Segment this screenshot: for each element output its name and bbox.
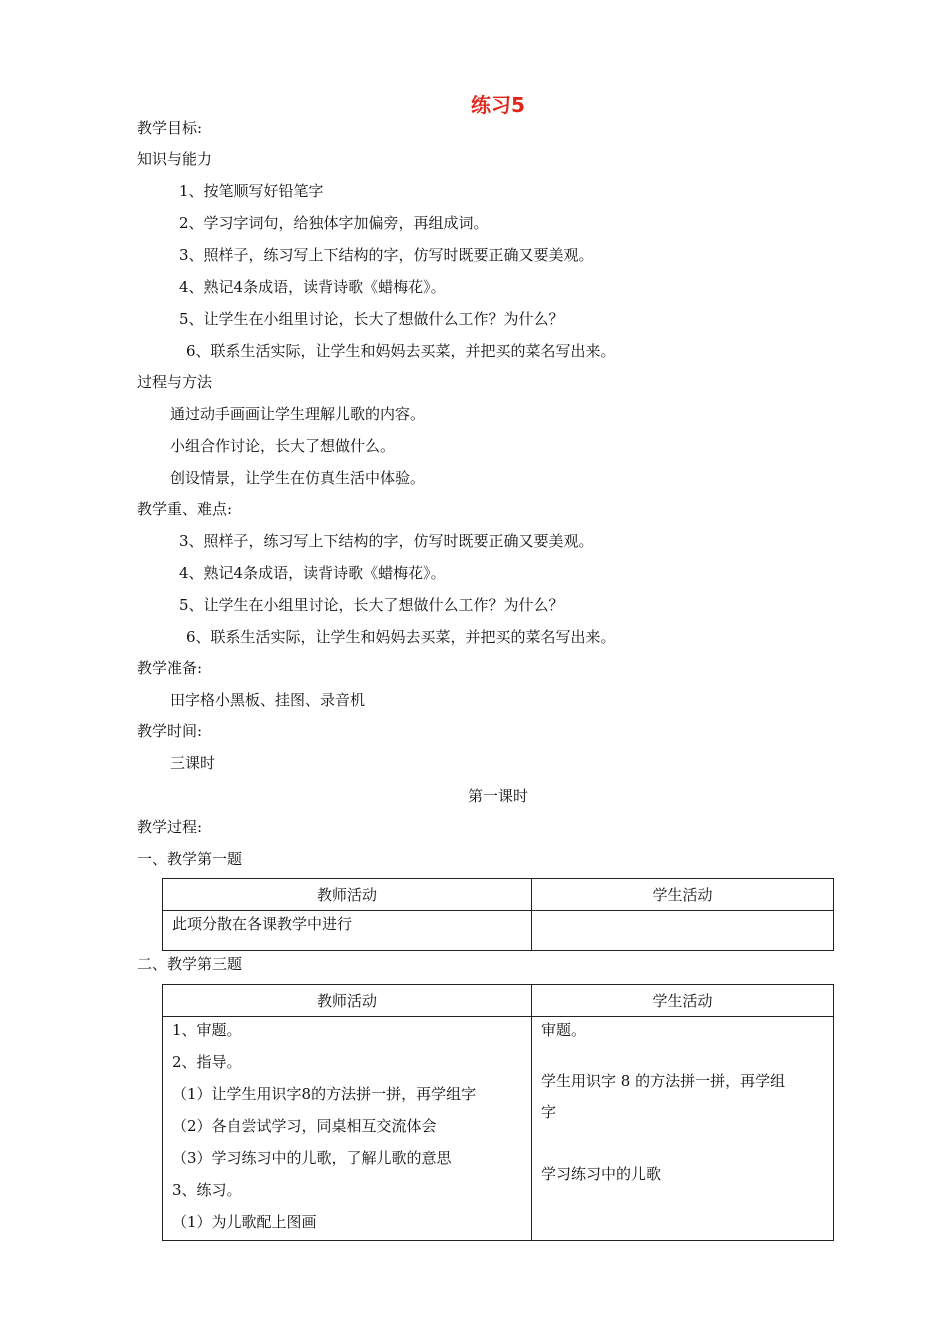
teacher-step: 3、练习。 bbox=[172, 1181, 242, 1199]
teacher-step: （2）各自尝试学习，同桌相互交流体会 bbox=[172, 1117, 437, 1135]
student-step: 字 bbox=[541, 1103, 557, 1121]
section2-heading: 二、教学第三题 bbox=[137, 955, 243, 973]
knowledge-item: 3、照样子，练习写上下结构的字，仿写时既要正确又要美观。 bbox=[179, 246, 594, 264]
teacher-step: （1）让学生用识字8的方法拼一拼，再学组字 bbox=[172, 1085, 477, 1103]
section2-table bbox=[162, 984, 834, 1241]
student-step: 审题。 bbox=[541, 1021, 587, 1039]
student-activity-header: 学生活动 bbox=[532, 879, 834, 911]
process-heading: 过程与方法 bbox=[137, 373, 213, 391]
knowledge-heading: 知识与能力 bbox=[137, 150, 213, 168]
key-point-item: 3、照样子，练习写上下结构的字，仿写时既要正确又要美观。 bbox=[179, 532, 594, 550]
teacher-step: （1）为儿歌配上图画 bbox=[172, 1213, 317, 1231]
teacher-step: 1、审题。 bbox=[172, 1021, 242, 1039]
teacher-activity-cell: 此项分散在各课教学中进行 bbox=[163, 911, 532, 951]
section1-table bbox=[162, 878, 834, 951]
student-activity-header: 学生活动 bbox=[532, 985, 834, 1017]
time-heading: 教学时间: bbox=[137, 722, 203, 740]
teacher-step: 2、指导。 bbox=[172, 1053, 242, 1071]
preparation-text: 田字格小黑板、挂图、录音机 bbox=[170, 691, 366, 709]
key-points-heading: 教学重、难点: bbox=[137, 500, 233, 518]
knowledge-item: 6、联系生活实际，让学生和妈妈去买菜，并把买的菜名写出来。 bbox=[186, 342, 616, 360]
teacher-activity-header: 教师活动 bbox=[163, 985, 532, 1017]
key-point-item: 4、熟记4条成语，读背诗歌《蜡梅花》。 bbox=[179, 564, 446, 582]
process-item: 创设情景，让学生在仿真生活中体验。 bbox=[170, 469, 426, 487]
document-title: 练习5 bbox=[471, 93, 525, 117]
process-item: 通过动手画画让学生理解儿歌的内容。 bbox=[170, 405, 426, 423]
process-item: 小组合作讨论，长大了想做什么。 bbox=[170, 437, 396, 455]
student-activity-cell bbox=[532, 911, 834, 951]
lesson-title: 第一课时 bbox=[467, 787, 528, 805]
time-text: 三课时 bbox=[170, 754, 216, 772]
section1-heading: 一、教学第一题 bbox=[137, 850, 243, 868]
objectives-heading: 教学目标: bbox=[137, 119, 203, 137]
key-point-item: 5、让学生在小组里讨论，长大了想做什么工作？为什么？ bbox=[179, 596, 564, 614]
teacher-activity-cell bbox=[163, 1017, 532, 1241]
key-point-item: 6、联系生活实际，让学生和妈妈去买菜，并把买的菜名写出来。 bbox=[186, 628, 616, 646]
teacher-activity-header: 教师活动 bbox=[163, 879, 532, 911]
preparation-heading: 教学准备: bbox=[137, 659, 203, 677]
procedure-heading: 教学过程: bbox=[137, 818, 203, 836]
teacher-step: （3）学习练习中的儿歌，了解儿歌的意思 bbox=[172, 1149, 452, 1167]
knowledge-item: 1、按笔顺写好铅笔字 bbox=[179, 182, 324, 200]
knowledge-item: 2、学习字词句，给独体字加偏旁，再组成词。 bbox=[179, 214, 489, 232]
student-step: 学生用识字 8 的方法拼一拼，再学组 bbox=[541, 1072, 786, 1090]
knowledge-item: 5、让学生在小组里讨论，长大了想做什么工作？为什么？ bbox=[179, 310, 564, 328]
student-step: 学习练习中的儿歌 bbox=[541, 1165, 662, 1183]
knowledge-item: 4、熟记4条成语，读背诗歌《蜡梅花》。 bbox=[179, 278, 446, 296]
student-activity-cell bbox=[532, 1017, 834, 1241]
